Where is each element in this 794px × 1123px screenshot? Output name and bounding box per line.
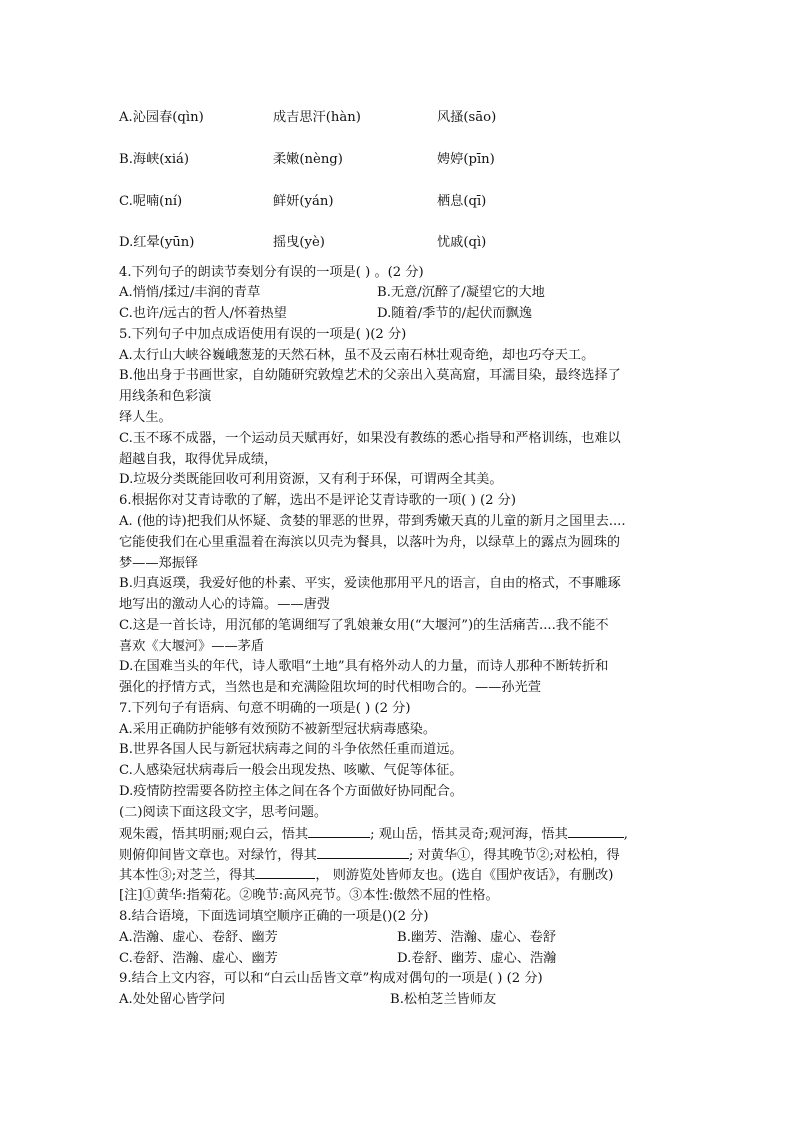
q3-option-b-2: 柔嫩(nèng) <box>273 152 343 167</box>
reading-text: 则俯仰间皆文章也。对绿竹，得其 <box>119 848 317 863</box>
q7-option-b: B.世界各国人民与新冠状病毒之间的斗争依然任重而道远。 <box>119 742 463 757</box>
q3-option-d-1: D.红晕(yūn) <box>119 235 195 250</box>
q6-option-b-line1: B.归真返璞，我爱好他的朴素、平实，爱读他那用平凡的语言，自由的格式，不事雕琢 <box>119 576 621 591</box>
q7-option-c: C.人感染冠状病毒后一般会出现发热、咳嗽、气促等体征。 <box>119 763 463 778</box>
q4-stem: 4.下列句子的朗读节奏划分有误的一项是( ) 。(2 分) <box>119 265 424 280</box>
q6-option-c-line1: C.这是一首长诗，用沉郁的笔调细写了乳娘兼女用(“大堰河”)的生活痛苦....我不能不 <box>119 618 609 633</box>
q6-option-a-line3: 梦——郑振铎 <box>119 556 199 571</box>
q5-option-b-line1: B.他出身于书画世家，自幼随研究敦煌艺术的父亲出入莫高窟，耳濡目染，最终选择了 <box>119 368 621 383</box>
q9-option-a: A.处处留心皆学问 <box>119 992 226 1007</box>
q7-stem: 7.下列句子有语病、句意不明确的一项是( ) (2 分) <box>119 701 411 716</box>
q8-stem: 8.结合语境，下面选词填空顺序正确的一项是()(2 分) <box>119 909 429 924</box>
q3-option-a-1: A.沁园春(qìn) <box>119 110 204 125</box>
q5-stem: 5.下列句子中加点成语使用有误的一项是( )(2 分) <box>119 327 407 342</box>
q7-option-a: A.采用正确防护能够有效预防不被新型冠状病毒感染。 <box>119 722 437 737</box>
reading-paragraph-line3 <box>119 866 613 885</box>
reading-paragraph-line1 <box>119 825 628 844</box>
reading-text: 其本性③;对芝兰，得其 <box>119 868 256 883</box>
q5-option-b-line3: 绎人生。 <box>119 410 172 425</box>
reading-text: 观朱霞，悟其明丽;观白云，悟其 <box>119 827 309 842</box>
q9-option-b: B.松柏芝兰皆师友 <box>390 992 497 1007</box>
q5-option-c-line2: 超越自我，取得优异成绩， <box>119 452 278 467</box>
reading-text: ; 对黄华①，得其晚节②;对松柏，得 <box>408 848 620 863</box>
q8-option-a: A.浩瀚、虚心、卷舒、幽芳 <box>119 930 278 945</box>
q3-option-d-3: 忧戚(qì) <box>437 235 487 250</box>
answer-blank-3 <box>317 846 409 859</box>
q6-option-b-line2: 地写出的激动人心的诗篇。——唐弢 <box>119 597 330 612</box>
q4-option-d: D.随着/季节的/起伏而飘逸 <box>377 306 533 321</box>
q5-option-d: D.垃圾分类既能回收可利用资源，又有利于环保，可谓两全其美。 <box>119 472 503 487</box>
q4-option-b: B.无意/沉醉了/凝望它的大地 <box>377 285 545 300</box>
q5-option-c-line1: C.玉不琢不成器，一个运动员天赋再好，如果没有教练的悉心指导和严格训练，也难以 <box>119 431 621 446</box>
answer-blank-2 <box>568 825 624 838</box>
q8-option-d: D.卷舒、幽芳、虚心、浩瀚 <box>397 951 557 966</box>
q6-option-a-line1: A. (他的诗)把我们从怀疑、贪婪的罪恶的世界，带到秀嫩天真的儿童的新月之国里去.... <box>119 514 626 529</box>
q3-option-b-3: 娉婷(pīn) <box>437 152 495 167</box>
answer-blank-4 <box>255 866 315 879</box>
answer-blank-1 <box>308 825 370 838</box>
q7-option-d: D.疫情防控需要各防控主体之间在各个方面做好协同配合。 <box>119 784 463 799</box>
q3-option-c-1: C.呢喃(ní) <box>119 194 183 209</box>
q6-option-d-line1: D.在国难当头的年代，诗人歌唱“土地”具有格外动人的力量，而诗人那种不断转折和 <box>119 659 609 674</box>
q3-option-b-1: B.海峡(xiá) <box>119 152 190 167</box>
q3-option-d-2: 摇曳(yè) <box>273 235 325 250</box>
reading-heading: (二)阅读下面这段文字，思考问题。 <box>119 805 328 820</box>
q6-option-a-line2: 它能使我们在心里重温着在海滨以贝壳为餐具，以落叶为舟，以绿草上的露点为圆珠的 <box>119 535 621 550</box>
q4-option-a: A.悄悄/揉过/丰润的青草 <box>119 285 261 300</box>
reading-paragraph-line2 <box>119 846 620 865</box>
q8-option-c: C.卷舒、浩瀚、虚心、幽芳 <box>119 951 278 966</box>
q3-option-a-3: 风搔(sāo) <box>437 110 497 125</box>
q5-option-a: A.太行山大峡谷巍峨葱茏的天然石林，虽不及云南石林壮观奇绝，却也巧夺天工。 <box>119 348 595 363</box>
reading-text: ; 观山岳，悟其灵奇;观河海，悟其 <box>370 827 568 842</box>
q6-option-d-line2: 强化的抒情方式，当然也是和充满险阻坎坷的时代相吻合的。——孙光萱 <box>119 680 541 695</box>
q6-stem: 6.根据你对艾青诗歌的了解，选出不是评论艾青诗歌的一项( ) (2 分) <box>119 493 517 508</box>
q5-option-b-line2: 用线条和色彩演 <box>119 389 212 404</box>
q3-option-a-2: 成吉思汗(hàn) <box>273 110 361 125</box>
reading-text: ， 则游览处皆师友也。(选自《围炉夜话》，有删改) <box>315 868 614 883</box>
q3-option-c-3: 栖息(qī) <box>437 194 487 209</box>
q6-option-c-line2: 喜欢《大堰河》——茅盾 <box>119 639 265 654</box>
q9-stem: 9.结合上文内容，可以和“白云山岳皆文章”构成对偶句的一项是( ) (2 分) <box>119 971 543 986</box>
reading-note: [注]①黄华:指菊花。②晚节:高风亮节。③本性:傲然不屈的性格。 <box>119 888 499 903</box>
q8-option-b: B.幽芳、浩瀚、虚心、卷舒 <box>397 930 556 945</box>
q3-option-c-2: 鲜妍(yán) <box>273 194 334 209</box>
reading-text: , <box>623 827 628 842</box>
q4-option-c: C.也许/远古的哲人/怀着热望 <box>119 306 287 321</box>
